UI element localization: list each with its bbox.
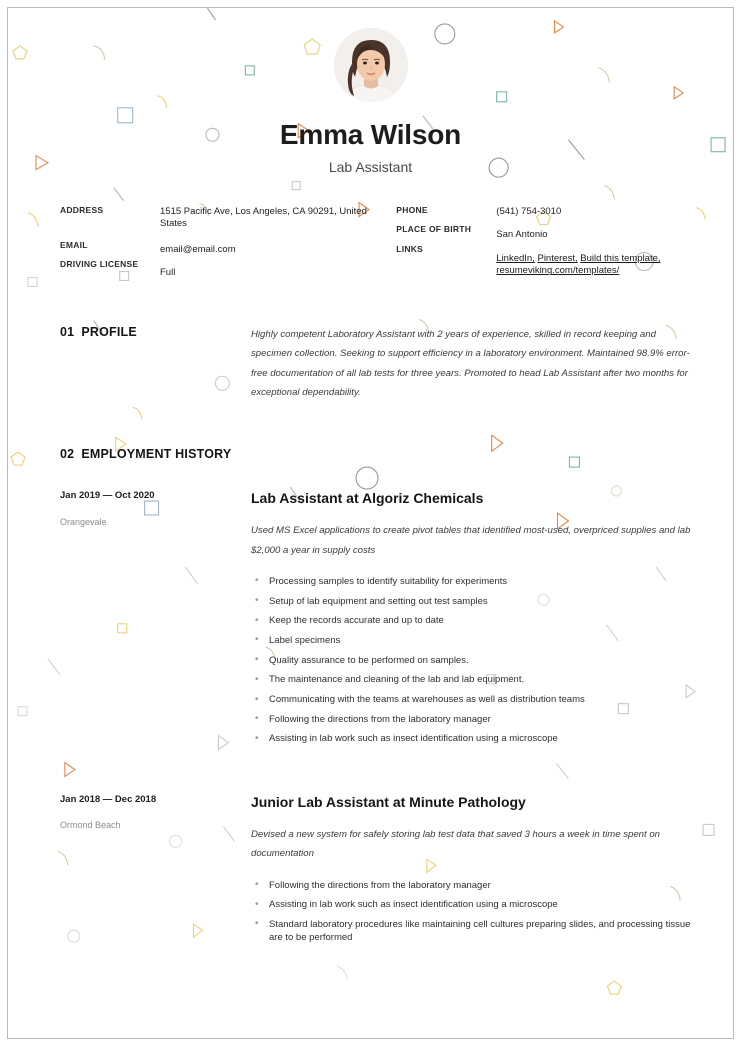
- section-number: 02: [60, 447, 75, 462]
- job-location: Orangevale: [60, 516, 107, 527]
- page-title: Emma Wilson: [279, 119, 462, 150]
- job-entry: [8, 794, 733, 951]
- job-subtitle: Lab Assistant: [328, 158, 413, 175]
- section-number: 01: [60, 324, 75, 339]
- resume-header: [8, 8, 733, 175]
- resume-page: [7, 7, 734, 1039]
- list-item: • Label specimens: [251, 634, 695, 647]
- job-description: Devised a new system for safely storing lab test data that saved 3 hours a week in time spent on documentation: [251, 828, 661, 860]
- label-links: LINKS: [396, 243, 424, 254]
- list-item: • Processing samples to identify suitability for experiments: [251, 575, 695, 588]
- contact-values-right: [496, 206, 693, 280]
- list-item: • Assisting in lab work such as insect identification using a microscope: [251, 732, 695, 745]
- resume-content: [8, 8, 733, 1038]
- section-employment-history: [8, 447, 733, 461]
- contact-labels-right: [396, 206, 496, 280]
- link-resumeviking[interactable]: resumeviking.com/templates/: [496, 265, 620, 277]
- list-item: • Keep the records accurate and up to date: [251, 614, 695, 627]
- link-pinterest[interactable]: Pinterest,: [537, 252, 578, 264]
- job-meta-column: [60, 794, 251, 951]
- link-linkedin[interactable]: LinkedIn,: [496, 252, 535, 264]
- job-date: Jan 2018 — Dec 2018: [60, 794, 157, 806]
- job-meta-column: [60, 490, 251, 752]
- job-body-column: [251, 794, 695, 951]
- value-driving-license: Full: [160, 267, 176, 279]
- job-duties-list: [251, 575, 695, 746]
- list-item: • Assisting in lab work such as insect identification using a microscope: [251, 898, 695, 911]
- label-email: EMAIL: [60, 240, 88, 251]
- contact-column-left: [60, 206, 396, 280]
- label-address: ADDRESS: [60, 204, 104, 215]
- value-links: [496, 253, 693, 278]
- contact-values-left: [160, 206, 396, 280]
- job-duties-list: [251, 879, 695, 945]
- job-description: Used MS Excel applications to create pivot tables that identified most-used, overpriced supplies and lab $2,000 a year in supply costs: [251, 525, 691, 556]
- label-place-of-birth: PLACE OF BIRTH: [396, 224, 472, 235]
- list-item: • Following the directions from the laboratory manager: [251, 879, 695, 892]
- list-item: • Setup of lab equipment and setting out test samples: [251, 595, 695, 608]
- section-title: PROFILE: [81, 324, 137, 339]
- section-profile: [8, 325, 733, 403]
- profile-body-column: [251, 325, 695, 403]
- profile-photo-illustration: [334, 28, 408, 102]
- link-build-template[interactable]: Build this template,: [580, 252, 661, 264]
- section-heading-profile: [60, 325, 241, 339]
- contact-details: [8, 206, 733, 280]
- job-entry: [8, 490, 733, 752]
- value-phone: (541) 754-3010: [496, 205, 562, 217]
- avatar: [334, 28, 408, 102]
- section-heading-employment: [60, 447, 733, 461]
- list-item: • Following the directions from the laboratory manager: [251, 713, 695, 726]
- profile-summary-text: Highly competent Laboratory Assistant with 2 years of experience, skilled in record keeping and specimen collection. Seeking to support efficiency in a laboratory environment. Maintained 98.9% error-free documentation of all lab tests for three years. Promoted to head Lab Assistant after two months for exceptional dependability.: [251, 328, 690, 399]
- value-email[interactable]: email@email.com: [160, 243, 236, 255]
- list-item: • The maintenance and cleaning of the lab and lab equipment.: [251, 673, 695, 686]
- contact-column-right: [396, 206, 693, 280]
- section-title: EMPLOYMENT HISTORY: [81, 447, 232, 462]
- list-item: • Communicating with the teams at warehouses as well as distribution teams: [251, 693, 695, 706]
- job-body-column: [251, 490, 695, 752]
- profile-heading-column: [60, 325, 251, 403]
- list-item: • Standard laboratory procedures like maintaining cell cultures preparing slides, and processing tissue are to be performed: [251, 918, 695, 945]
- job-date: Jan 2019 — Oct 2020: [60, 490, 155, 502]
- label-phone: PHONE: [396, 204, 428, 215]
- label-driving-license: DRIVING LICENSE: [60, 258, 139, 269]
- job-location: Ormond Beach: [60, 820, 121, 831]
- value-address: 1515 Pacific Ave, Los Angeles, CA 90291, United States: [160, 205, 367, 230]
- contact-labels-left: [60, 206, 160, 280]
- job-title: Lab Assistant at Algoriz Chemicals: [251, 490, 484, 507]
- job-title: Junior Lab Assistant at Minute Pathology: [251, 794, 526, 811]
- value-place-of-birth: San Antonio: [496, 229, 548, 241]
- list-item: • Quality assurance to be performed on samples.: [251, 654, 695, 667]
